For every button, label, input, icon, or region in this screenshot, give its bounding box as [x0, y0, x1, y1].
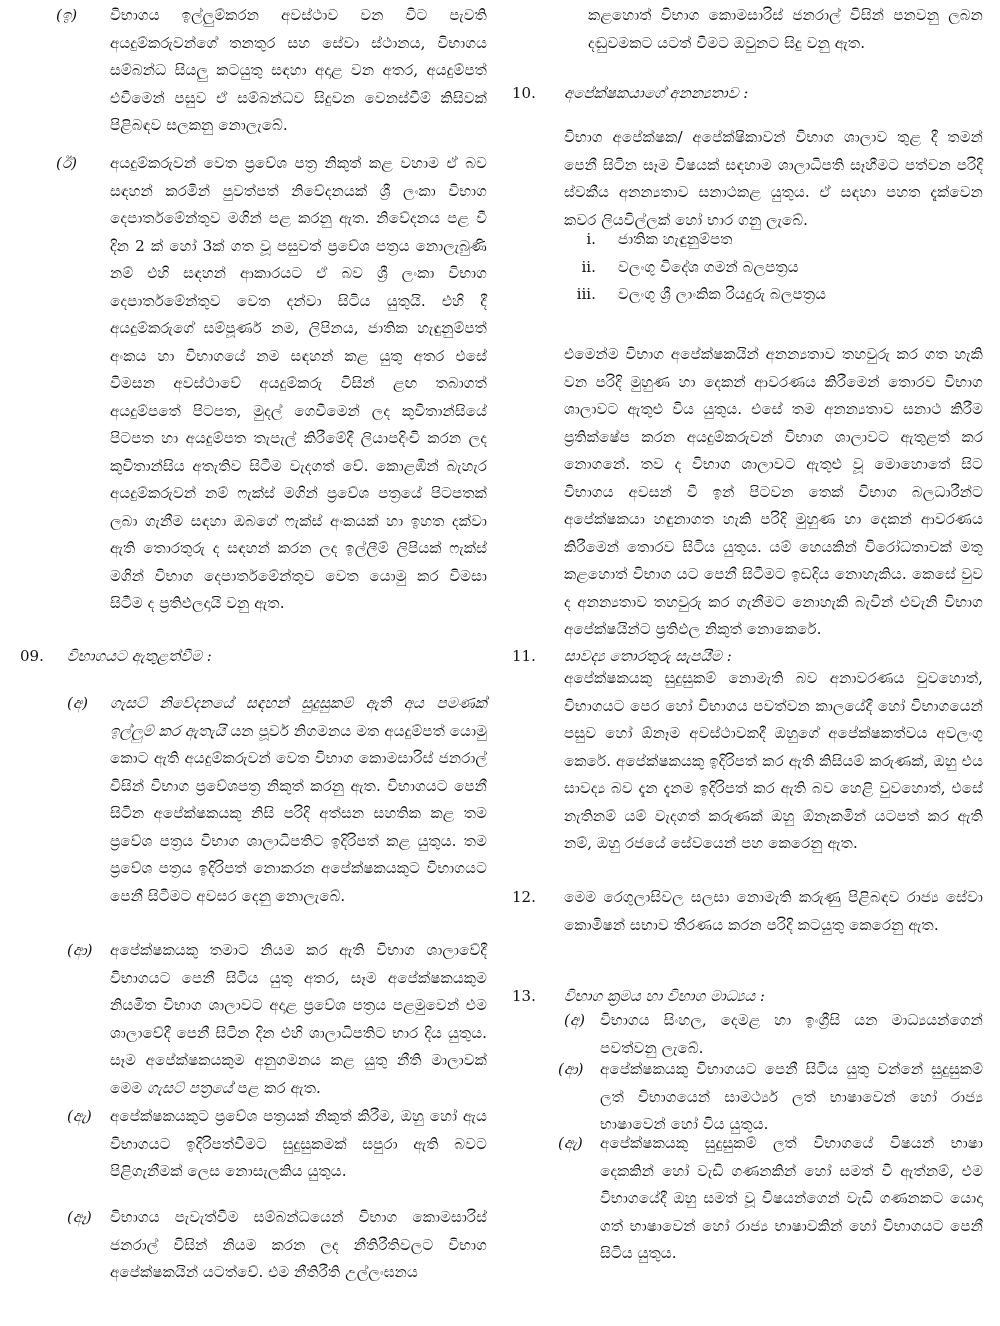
- section-heading: අපේක්ෂකයාගේ අනන්‍යතාව :: [564, 84, 749, 102]
- list-item: iii. වලංගු ශ්‍රී ලාංකික රියදුරු බලපත්‍රය: [576, 285, 827, 303]
- item-marker: (ඉ): [56, 6, 78, 24]
- list-item: ii. වලංගු විදේශ ගමන් බලපත්‍රය: [581, 257, 799, 276]
- section-number: 09.: [20, 647, 44, 665]
- item-marker: (අ): [564, 1011, 585, 1029]
- item-paragraph: අපේක්ෂකයකු සුදුසුකම් ලත් විභාගයේ විෂයන් භාෂා දෙකකින් හෝ වැඩි ගණනකින් හෝ සමත් වී ඇත්නම්, එම විභාගයේදී ඔහු සමත් වූ විෂයන්ගෙන් වැඩි ගණනකට යොදා ගත් භාෂාවෙන් හෝ රාජ්‍ය භාෂාවකින් හෝ විභාගයට පෙනී සිටිය යුතුය.: [600, 1134, 983, 1262]
- item-text: අපේක්ෂකයකු තමාට නියම කර ඇති විභාග ශාලාවේදී විභාගයට පෙනී සිටිය යුතු අතර, සෑම අපේක්ෂකයකුම නියමිත විභාග ශාලාවට අදාළ ප්‍රවේශ පත්‍රය පළමුවෙන් එම ශාලාවේදී පෙනී සිටින දින එහි ශාලාධිපතිට භාර දිය යුතුය. සෑම අපේක්ෂකයකුම අනුගමනය කළ යුතු නීති මාලාවක් මෙම ගැසට් පත්‍රයේ පළ කර ඇත.: [110, 941, 487, 1097]
- section-heading: විභාග ක්‍රමය හා විභාග මාධ්‍යය :: [564, 987, 765, 1005]
- continued-paragraph: කළහොත් විභාග කොමසාරිස් ජනරාල් විසින් පනවනු ලබන දඬුවමකට යටත් වීමට ඔවුනට සිදු වනු ඇත.: [588, 6, 983, 52]
- item-paragraph: [110, 1103, 487, 1186]
- section-number: 10.: [512, 84, 536, 102]
- item-paragraph: [110, 150, 487, 618]
- item-marker: (අ): [67, 694, 88, 712]
- id-document-list: [576, 226, 978, 309]
- item-text: විභාගය ඉල්ලුම්කරන අවස්ථාව වන විට පැවති අයදුම්කරුවන්ගේ තනතුර සහ සේවා ස්ථානය, විභාගය සම්බන්ධ සියලු කටයුතු සඳහා අදාළ වන අතර, අයදුම්පත් එවීමෙන් පසුව ඒ සම්බන්ධව සිදුවන වෙනස්වීම් කිසිවක් පිළිබඳව සලකනු නොලැබේ.: [110, 6, 487, 134]
- section-heading: සාවද්‍ය තොරතුරු සැපයීම :: [564, 647, 732, 665]
- section-paragraph: අපේක්ෂකයකු සුදුසුකම් නොමැති බව අනාවරණය වුවහොත්, විභාගයට පෙර හෝ විභාගය පවත්වන කාලයේදී හෝ විභාගයෙන් පසුව හෝ ඕනෑම අවස්ථාවකදී ඔහුගේ අපේක්ෂකත්වය අවලංගු කෙරේ. අපේක්ෂකයකු ඉදිරිපත් කර ඇති කිසියම් කරුණක්, ඔහු එය සාවද්‍ය බව දැන දැනම ඉදිරිපත් කර ඇති බව හෙළි වුවහොත්, එසේ නැතිනම් යම් වැදගත් කරුණක් ඔහු ඕනෑකමින් යටපත් කර ඇති නම්, ඔහු රජයේ සේවයෙන් පහ කෙරෙනු ඇත.: [564, 669, 983, 852]
- item-paragraph: [110, 937, 487, 1102]
- item-marker: (ආ): [558, 1060, 584, 1078]
- item-paragraph: [110, 690, 487, 910]
- section-paragraph: මෙම රෙගුලාසිවල සලසා නොමැති කරුණු පිළිබඳව රාජ්‍ය සේවා කොමිෂන් සභාව තීරණය කරන පරිදි කටයුතු කෙරෙනු ඇත.: [564, 888, 983, 934]
- section-paragraph: විභාග අපේක්ෂක/ අපේක්ෂිකාවන් විභාග ශාලාව තුළ දී තමන් පෙනී සිටින සෑම විෂයක් සඳහාම ශාලාධිපති සෑහීමට පත්වන පරිදි ස්වකීය අනන්‍යතාව සනාථකළ යුතුය. ඒ සඳහා පහත දැක්වෙන කවර ලියවිල්ලක් හෝ භාර ගනු ලැබේ.: [564, 128, 983, 229]
- item-paragraph: විභාගය සිංහල, දෙමළ හා ඉංග්‍රීසි යන මාධ්‍යයන්ගෙන් පවත්වනු ලැබේ.: [600, 1011, 983, 1057]
- item-paragraph: [110, 1204, 487, 1287]
- item-marker: (ඊ): [56, 154, 77, 172]
- section-paragraph: එමෙන්ම විභාග අපේක්ෂකයින් අනන්‍යතාව තහවුරු කර ගත හැකි වන පරිදි මුහුණ හා දෙකන් ආවරණය කිරීමෙන් තොරව විභාග ශාලාවට ඇතුළු විය යුතුය. එසේ තම අනන්‍යතාව සනාථ කිරීම ප්‍රතික්ෂේප කරන අයදුම්කරුවන් විභාග ශාලාවට ඇතුළත් කර නොගනේ. තව ද විභාග ශාලාවට ඇතුළු වූ මොහොතේ සිට විභාගය අවසන් වී ඉන් පිටවන තෙක් විභාග බලධාරීන්ට අපේක්ෂකයා හඳුනාගත හැකි පරිදි මුහුණ හා දෙකන් ආවරණය කිරීමෙන් තොරව සිටිය යුතුය. යම් හෙයකින් විරෝධතාවක් මතු කළහොත් විභාග යට පෙනී සිටීමට ඉඩදිය නොහැකිය. කෙසේ වුව ද අනන්‍යතාව තහවුරු කර ගැනීමට නොහැකි බැවින් එවැනි විභාග අපේක්ෂයින්ට ප්‍රතිඵල නිකුත් නොකෙරේ.: [564, 345, 983, 638]
- item-text: අපේක්ෂකයකුට ප්‍රවේශ පත්‍රයක් නිකුත් කිරීම, ඔහු හෝ ඇය විභාගයට ඉදිරිපත්වීමට සුදුසුකමක් සපුරා ඇති බවට පිළිගැනීමක් ලෙස නොසැලකිය යුතුය.: [110, 1107, 487, 1180]
- section-number: 11.: [512, 647, 536, 665]
- item-text: අයදුම්කරුවන් වෙත ප්‍රවේශ පත්‍ර නිකුත් කළ වහාම ඒ බව සඳහන් කරමින් පුවත්පත් නිවේදනයක් ශ්‍රී ලංකා විභාග දෙපාර්තමේන්තුව මගින් පළ කරනු ඇත. නිවේදනය පළ වී දින 2 ක් හෝ 3ක් ගත වූ පසුවත් ප්‍රවේශ පත්‍රය නොලැබුණි නම් එහි සඳහන් ආකාරයට ඒ බව ශ්‍රී ලංකා විභාග දෙපාර්තමේන්තුව වෙත දන්වා සිටිය යුතුයි. එහි දී අයදුම්කරුගේ සම්පූර්ණ නම, ලිපිනය, ජාතික හැඳුනුම්පත් අංකය හා විභාගයේ නම සඳහන් කළ යුතු අතර එසේ විමසන අවස්ථාවේ අයදුම්කරු විසින් ළඟ තබාගත් අයදුම්පතේ පිටපත, මුදල් ගෙවීමෙන් ලද කුවිතාන්සියේ පිටපත හා අයදුම්පත තැපැල් කිරීමේදී ලියාපදිංචි කරන ලද කුවිතාන්සිය අතැතිව සිටීම වැදගත් වේ. කොළඹින් බැහැර අයදුම්කරුවන් නම් ෆැක්ස් මගින් ප්‍රවේශ පත්‍රයේ පිටපතක් ලබා ගැනීම සඳහා ඔබගේ ෆැක්ස් අංකයක් හා ඉහත දක්වා ඇති තොරතුරු ද සඳහන් කරන ලද ඉල්ලීම් ලිපියක් ෆැක්ස් මගින් විභාග දෙපාර්තමේන්තුව වෙත යොමු කර විමසා සිටීම ද ප්‍රතිඵලදායි වනු ඇත.: [110, 154, 487, 612]
- section-number: 13.: [512, 987, 536, 1005]
- section-number: 12.: [512, 888, 536, 906]
- item-marker: (ඇ): [67, 1107, 92, 1125]
- item-text: විභාගය පැවැත්වීම සම්බන්ධයෙන් විභාග කොමසාරිස් ජනරාල් විසින් නියම කරන ලද නීතිරීතිවලට විභාග අපේක්ෂකයින් යටත්වේ. එම නීතිරීති උල්ලංඝනය: [110, 1208, 487, 1281]
- item-paragraph: අපේක්ෂකයකු විභාගයට පෙනී සිටිය යුතු වන්නේ සුදුසුකම් ලත් විභාගයෙන් සාමර්ථ්‍ය ලත් භාෂාවෙන් හෝ රාජ්‍ය භාෂාවෙන් හෝ විය යුතුය.: [600, 1060, 983, 1133]
- item-text: ගැසට් නිවේදනයේ සඳහන් සුදුසුකම් ඇති අය පමණක් ඉල්ලුම් කර ඇතැයි යන පූර්ව නිගමනය මත අයදුම්පත් යොමු කොට ඇති අයදුම්කරුවන් වෙත විභාග කොමසාරිස් ජනරාල් විසින් විභාග ප්‍රවේශපත්‍ර නිකුත් කරනු ඇත. විභාගයට පෙනී සිටින අපේක්ෂකයකු නිසි පරිදි අත්සන සහතික කළ තම ප්‍රවේශ පත්‍රය විභාග ශාලාධිපතිට ඉදිරිපත් කළ යුතුය. තම ප්‍රවේශ පත්‍රය ඉදිරිපත් නොකරන අපේක්ෂකයකුට විභාගයට පෙනී සිටීමට අවසර දෙනු නොලැබේ.: [110, 694, 487, 905]
- list-item: i. ජාතික හැඳුනුම්පත: [586, 230, 733, 248]
- item-marker: (ඈ): [67, 1208, 92, 1226]
- section-heading: විභාගයට ඇතුළත්වීම :: [67, 647, 212, 665]
- item-marker: (ඇ): [558, 1134, 583, 1152]
- item-paragraph: [110, 2, 487, 140]
- item-marker: (ආ): [67, 941, 93, 959]
